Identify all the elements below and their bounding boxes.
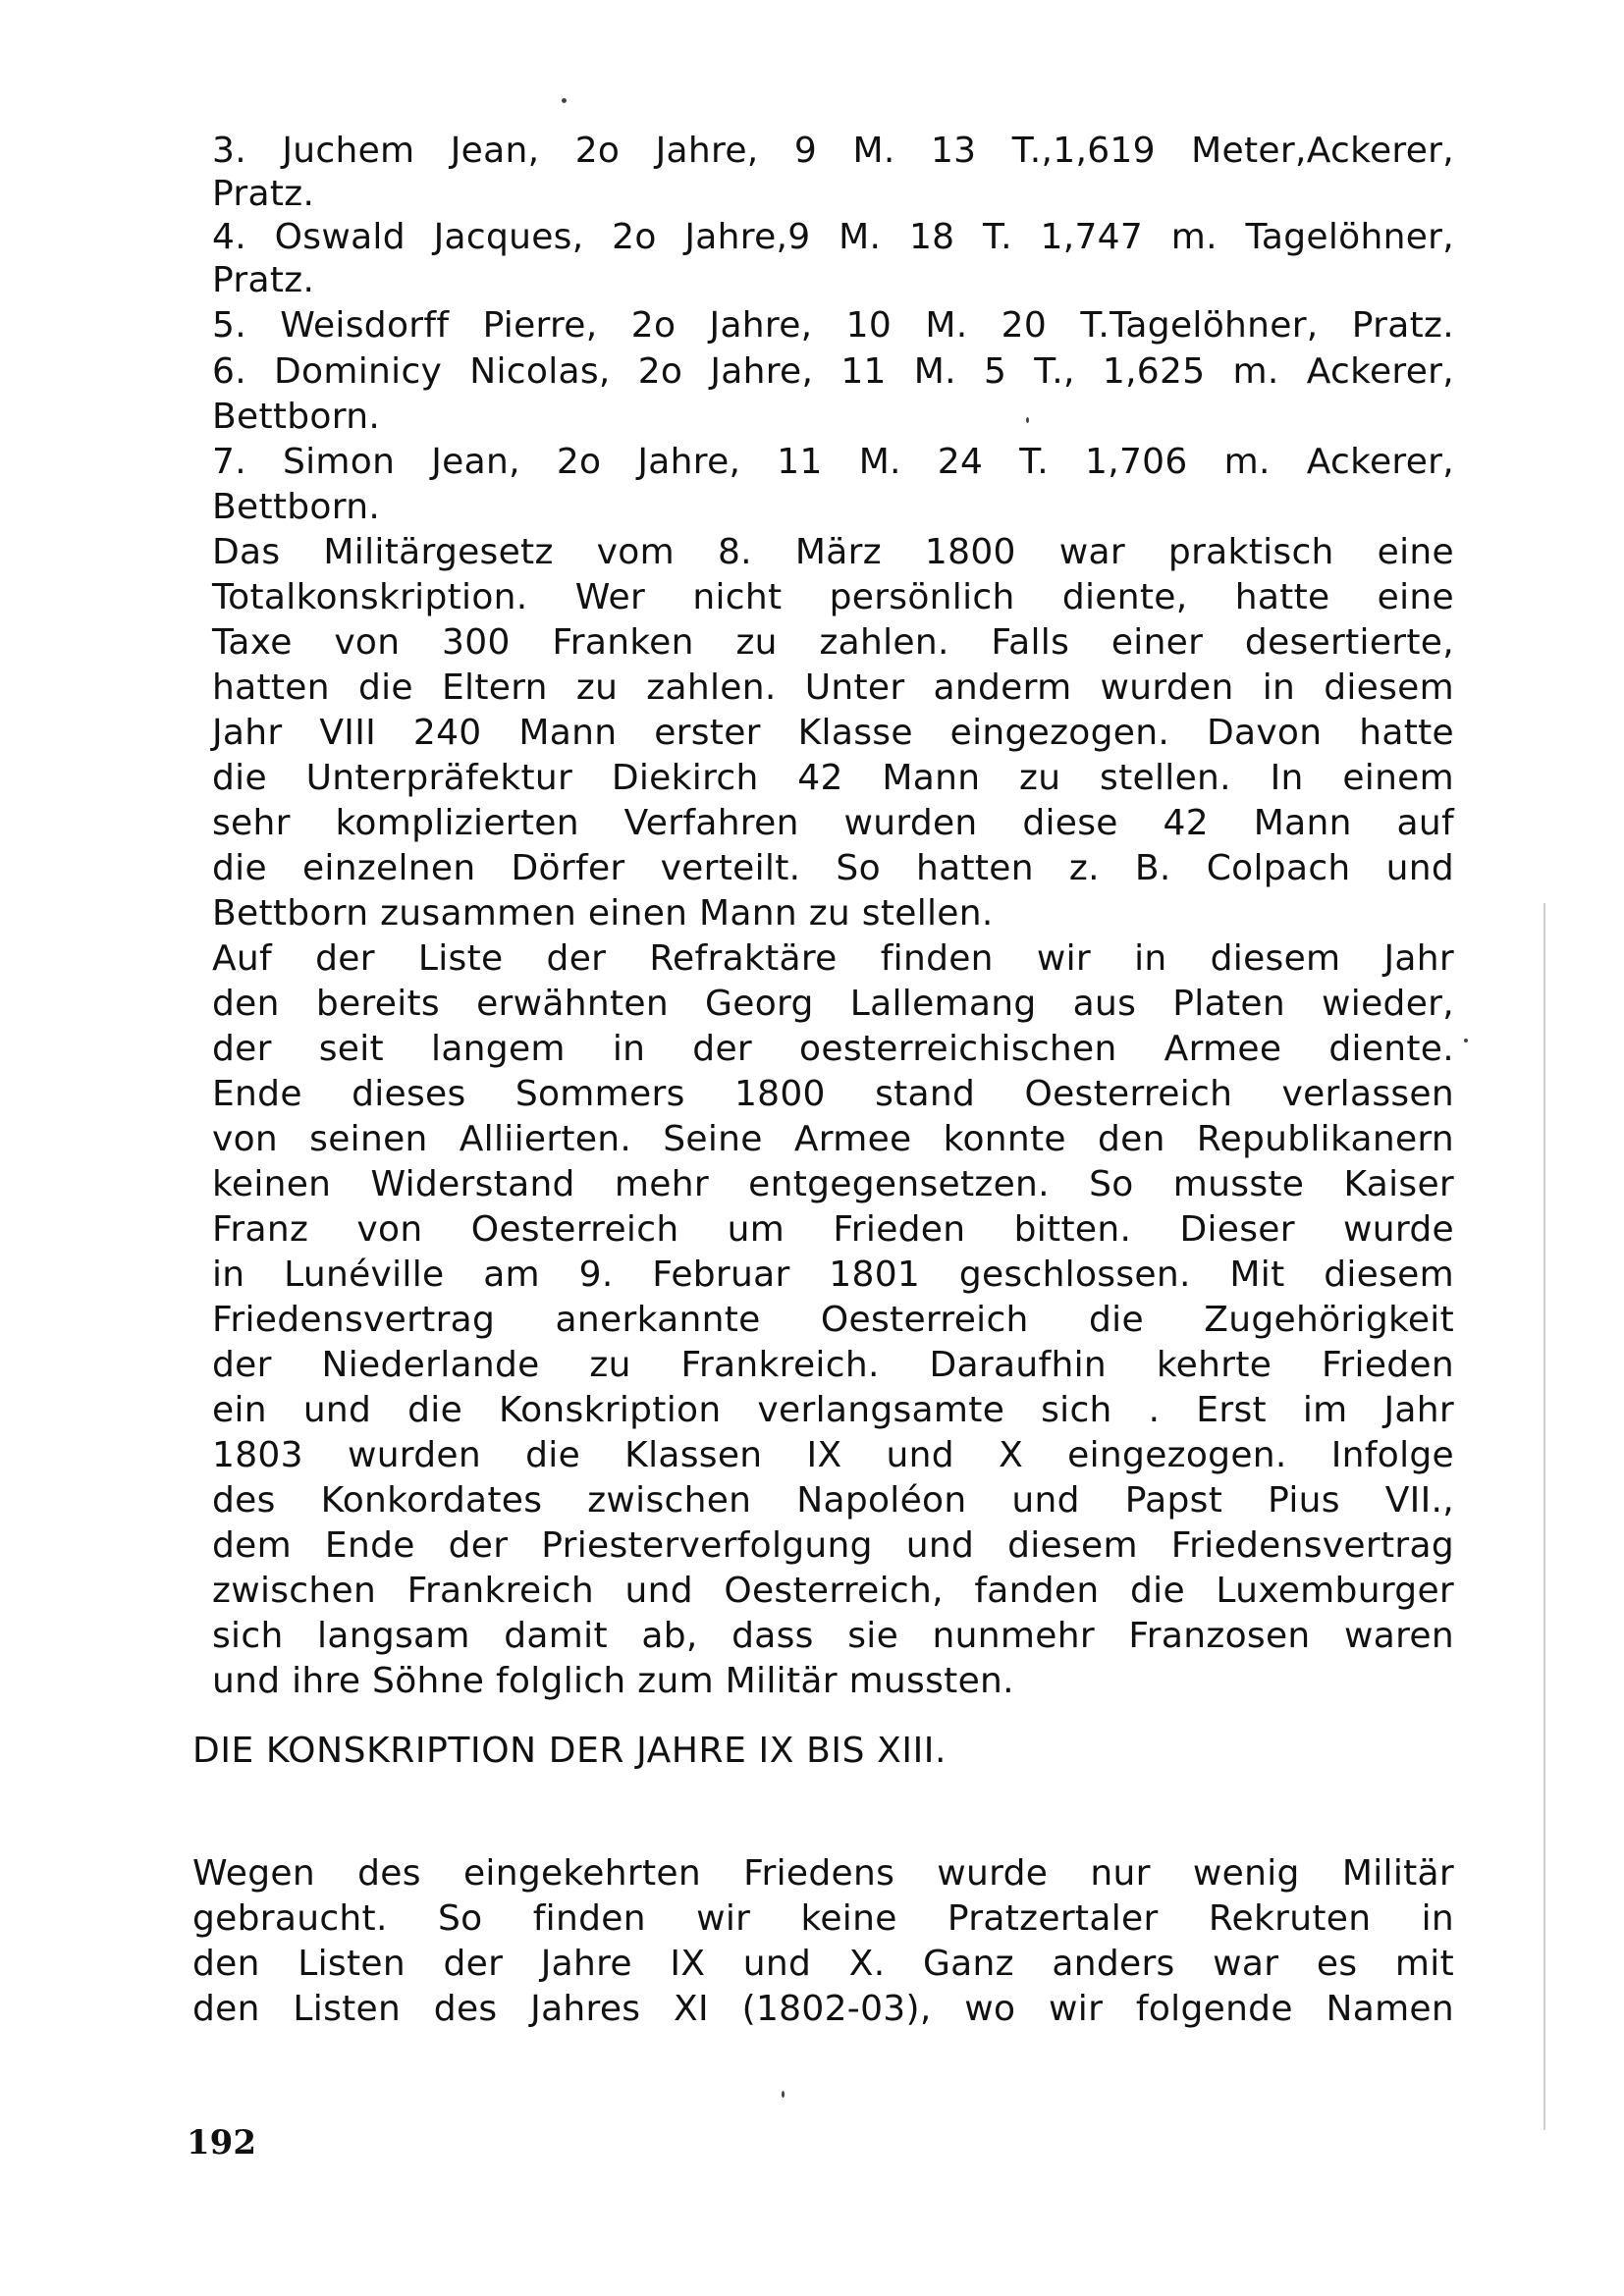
scan-speck [782,2091,785,2098]
text-line: und ihre Söhne folglich zum Militär mussten. [212,1661,1014,1701]
text-line: Jahr VIII 240 Mann erster Klasse eingezogen. Davon hatte [212,713,1454,753]
text-line: den bereits erwähnten Georg Lallemang aus Platen wieder, [212,984,1454,1024]
text-line: 3. Juchem Jean, 2o Jahre, 9 M. 13 T.,1,619 Meter,Ackerer, [212,131,1454,171]
text-line: den Listen des Jahres XI (1802-03), wo wir folgende Namen [192,1989,1454,2029]
text-line: sehr komplizierten Verfahren wurden diese 42 Mann auf [212,803,1454,843]
text-line: des Konkordates zwischen Napoléon und Papst Pius VII., [212,1480,1454,1521]
text-line: Wegen des eingekehrten Friedens wurde nur wenig Militär [192,1853,1454,1894]
text-line: 1803 wurden die Klassen IX und X eingezogen. Infolge [212,1435,1454,1475]
text-line: gebraucht. So finden wir keine Pratzertaler Rekruten in [192,1898,1454,1939]
page-number: 192 [187,2123,256,2163]
text-line: Auf der Liste der Refraktäre finden wir in diesem Jahr [212,938,1454,979]
text-line: die Unterpräfektur Diekirch 42 Mann zu stellen. In einem [212,758,1454,798]
text-line: hatten die Eltern zu zahlen. Unter anderm wurden in diesem [212,667,1454,708]
text-line: von seinen Alliierten. Seine Armee konnte den Republikanern [212,1119,1454,1159]
text-line: Taxe von 300 Franken zu zahlen. Falls einer desertierte, [212,622,1454,663]
text-line: Totalkonskription. Wer nicht persönlich diente, hatte eine [212,577,1454,617]
text-line: Bettborn. [212,487,381,527]
text-line: sich langsam damit ab, dass sie nunmehr Franzosen waren [212,1616,1454,1656]
text-line: zwischen Frankreich und Oesterreich, fanden die Luxemburger [212,1571,1454,1611]
text-line: Ende dieses Sommers 1800 stand Oesterreich verlassen [212,1074,1454,1114]
text-line: 6. Dominicy Nicolas, 2o Jahre, 11 M. 5 T., 1,625 m. Ackerer, [212,351,1454,392]
text-line: 7. Simon Jean, 2o Jahre, 11 M. 24 T. 1,706 m. Ackerer, [212,442,1454,482]
scan-speck [562,98,567,103]
text-line: Pratz. [212,260,315,300]
text-line: Friedensvertrag anerkannte Oesterreich die Zugehörigkeit [212,1300,1454,1340]
text-line: Pratz. [212,174,315,214]
text-line: der seit langem in der oesterreichischen Armee diente. [212,1029,1454,1069]
text-line: die einzelnen Dörfer verteilt. So hatten z. B. Colpach und [212,848,1454,888]
text-line: Franz von Oesterreich um Frieden bitten. Dieser wurde [212,1209,1454,1250]
text-line: den Listen der Jahre IX und X. Ganz anders war es mit [192,1944,1454,1984]
text-line: der Niederlande zu Frankreich. Daraufhin kehrte Frieden [212,1345,1454,1385]
text-line: 5. Weisdorff Pierre, 2o Jahre, 10 M. 20 T.Tagelöhner, Pratz. [212,305,1454,346]
scan-speck [1464,1039,1468,1042]
section-heading: DIE KONSKRIPTION DER JAHRE IX BIS XIII. [192,1731,947,1771]
text-line: keinen Widerstand mehr entgegensetzen. So musste Kaiser [212,1164,1454,1204]
text-line: ein und die Konskription verlangsamte sich . Erst im Jahr [212,1390,1454,1430]
text-line: Bettborn zusammen einen Mann zu stellen. [212,893,994,934]
text-line: dem Ende der Priesterverfolgung und diesem Friedensvertrag [212,1525,1454,1566]
text-line: Bettborn. [212,397,381,437]
text-line: in Lunéville am 9. Februar 1801 geschlossen. Mit diesem [212,1255,1454,1295]
scan-margin-shadow [1543,903,1545,2130]
text-line: 4. Oswald Jacques, 2o Jahre,9 M. 18 T. 1,747 m. Tagelöhner, [212,217,1454,257]
text-line: Das Militärgesetz vom 8. März 1800 war praktisch eine [212,532,1454,572]
